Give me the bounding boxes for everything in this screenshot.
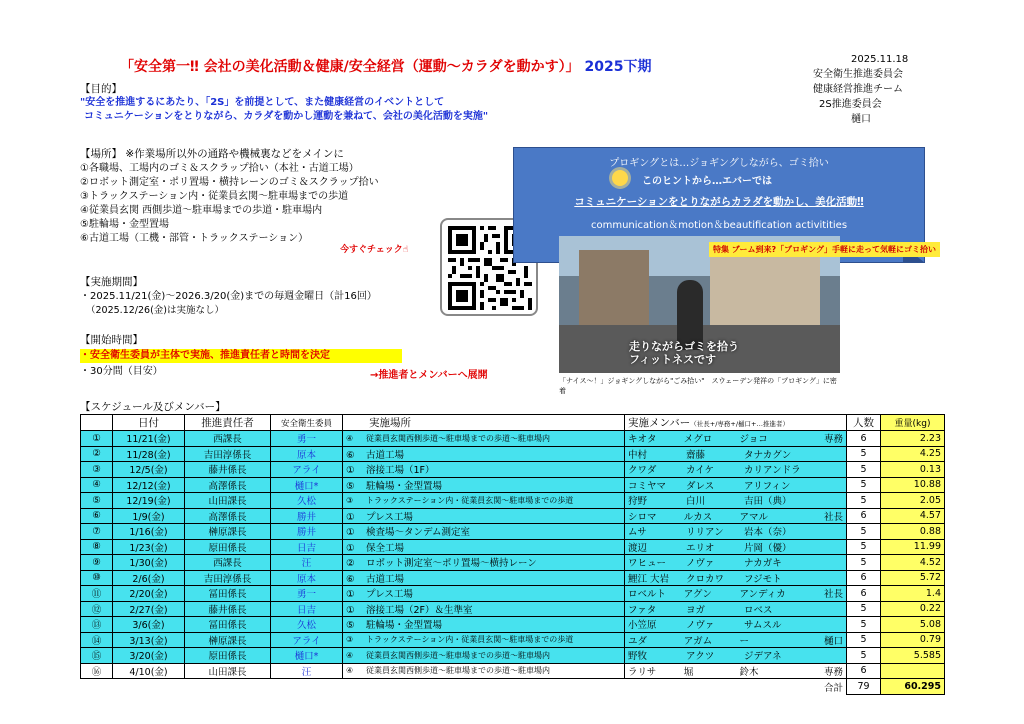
row-weight: 11.99 bbox=[881, 539, 945, 555]
row-staff: 久松 bbox=[271, 493, 343, 509]
member: 吉田（典） bbox=[744, 496, 792, 508]
row-place-no: ③ bbox=[346, 635, 354, 645]
member: アリフィン bbox=[744, 480, 791, 492]
row-count: 5 bbox=[847, 632, 881, 648]
row-date: 1/16(金) bbox=[113, 524, 185, 540]
row-count: 5 bbox=[847, 648, 881, 664]
row-leader: 榊原課長 bbox=[185, 632, 271, 648]
page-title bbox=[120, 56, 760, 76]
table-row bbox=[81, 431, 945, 447]
col-count: 人数 bbox=[847, 415, 881, 431]
row-place bbox=[343, 601, 625, 617]
row-place-text: トラックステーション内・従業員玄関～駐車場までの歩道 bbox=[366, 635, 574, 645]
period-heading: 【実施期間】 bbox=[80, 276, 143, 288]
member-extra: 社長 bbox=[823, 589, 843, 601]
row-members bbox=[625, 493, 847, 509]
start-heading: 【開始時間】 bbox=[80, 334, 143, 346]
schedule-table bbox=[80, 414, 945, 695]
row-count: 5 bbox=[847, 539, 881, 555]
member: ー bbox=[739, 635, 749, 647]
place-item: ②ロボット測定室・ポリ置場・横持レーンのゴミ＆スクラップ拾い bbox=[80, 177, 379, 188]
member: 野牧 bbox=[628, 651, 648, 663]
place-item: ⑤駐輪場・金型置場 bbox=[80, 219, 169, 230]
row-place-text: 古道工場 bbox=[366, 449, 405, 461]
member: ジデアネ bbox=[744, 651, 782, 663]
row-leader: 榊原課長 bbox=[185, 524, 271, 540]
places-list bbox=[80, 162, 379, 246]
member: 白川 bbox=[686, 496, 706, 508]
row-staff: 日吉 bbox=[271, 601, 343, 617]
table-row bbox=[81, 539, 945, 555]
row-staff: アライ bbox=[271, 462, 343, 478]
row-staff: 原本 bbox=[271, 446, 343, 462]
member: リリアン bbox=[686, 527, 724, 539]
row-date: 1/30(金) bbox=[113, 555, 185, 571]
title-main: 「安全第一‼ 会社の美化活動＆健康/安全経営（運動～カラダを動かす）」 bbox=[120, 59, 580, 75]
doc-date: 2025.11.18 bbox=[851, 54, 909, 65]
row-place bbox=[343, 446, 625, 462]
table-row bbox=[81, 555, 945, 571]
row-place-no: ③ bbox=[346, 495, 354, 505]
row-place bbox=[343, 477, 625, 493]
member: アクツ bbox=[686, 651, 715, 663]
row-leader: 西課長 bbox=[185, 555, 271, 571]
org-2: 健康経営推進チーム bbox=[813, 84, 903, 95]
row-weight: 1.4 bbox=[881, 586, 945, 602]
row-place-text: 古道工場 bbox=[366, 573, 405, 585]
row-staff: 勝井 bbox=[271, 508, 343, 524]
places-heading: 【場所】 ※作業場所以外の通路や機械裏などをメインに bbox=[80, 148, 344, 160]
table-row bbox=[81, 524, 945, 540]
row-place-no: ⑥ bbox=[346, 573, 355, 585]
row-place-no: ④ bbox=[346, 650, 354, 660]
place-item: ①各職場、工場内のゴミ＆スクラップ拾い（本社・古道工場） bbox=[80, 163, 359, 174]
col-staff: 安全衛生委員 bbox=[271, 415, 343, 431]
period-line-1: ・2025.11/21(金)～2026.3/20(金)までの毎週金曜日（計16回） bbox=[80, 291, 377, 302]
lightbulb-icon bbox=[612, 170, 628, 186]
hint-line-2: このヒントから…エバーでは bbox=[642, 176, 772, 187]
row-weight: 4.57 bbox=[881, 508, 945, 524]
place-item: ④従業員玄関 西側歩道～駐車場までの歩道・駐車場内 bbox=[80, 205, 323, 216]
row-place bbox=[343, 648, 625, 664]
member: カイケ bbox=[686, 465, 715, 477]
row-count: 5 bbox=[847, 601, 881, 617]
col-leader: 推進責任者 bbox=[185, 415, 271, 431]
row-no: ⑪ bbox=[81, 586, 113, 602]
col-place: 実施場所 bbox=[343, 415, 625, 431]
purpose-line-1: "安全を推進するにあたり、「2S」を前提として、また健康経営のイベントとして bbox=[80, 97, 445, 108]
row-no: ⑥ bbox=[81, 508, 113, 524]
row-weight: 2.23 bbox=[881, 431, 945, 447]
table-row bbox=[81, 477, 945, 493]
row-date: 1/23(金) bbox=[113, 539, 185, 555]
row-place-no: ⑤ bbox=[346, 480, 355, 492]
photo-caption-line-2: フィットネスです bbox=[629, 353, 717, 366]
start-line-2: ・30分間（目安） bbox=[80, 366, 163, 377]
title-year: 2025下期 bbox=[584, 59, 652, 75]
row-place bbox=[343, 555, 625, 571]
row-place bbox=[343, 524, 625, 540]
member: メグロ bbox=[683, 434, 713, 446]
total-label: 合計 bbox=[81, 679, 847, 695]
member: 片岡（優） bbox=[744, 542, 792, 554]
author-name: 樋口 bbox=[851, 114, 871, 125]
row-date: 2/20(金) bbox=[113, 586, 185, 602]
row-members bbox=[625, 539, 847, 555]
row-staff: 久松 bbox=[271, 617, 343, 633]
row-weight: 5.585 bbox=[881, 648, 945, 664]
table-row bbox=[81, 586, 945, 602]
member: ダレス bbox=[686, 480, 715, 492]
row-staff: 樋口* bbox=[271, 477, 343, 493]
hint-line-1: プロギングとは…ジョギングしながら、ゴミ拾い bbox=[609, 158, 829, 169]
row-no: ⑤ bbox=[81, 493, 113, 509]
row-members bbox=[625, 446, 847, 462]
member: 鯉江 大岩 bbox=[628, 573, 670, 585]
member-extra: 樋口 bbox=[823, 635, 843, 647]
row-place bbox=[343, 617, 625, 633]
row-place bbox=[343, 586, 625, 602]
row-place-no: ⑥ bbox=[346, 449, 355, 461]
member: ルカス bbox=[683, 511, 713, 523]
member: タナカグン bbox=[744, 449, 792, 461]
row-no: ① bbox=[81, 431, 113, 447]
row-members bbox=[625, 617, 847, 633]
row-members bbox=[625, 632, 847, 648]
row-date: 3/6(金) bbox=[113, 617, 185, 633]
plogging-photo bbox=[559, 236, 936, 373]
row-count: 6 bbox=[847, 508, 881, 524]
member: キオタ bbox=[628, 434, 657, 446]
row-leader: 藤井係長 bbox=[185, 601, 271, 617]
row-date: 11/28(金) bbox=[113, 446, 185, 462]
row-weight: 0.88 bbox=[881, 524, 945, 540]
member: 堀 bbox=[683, 666, 694, 678]
row-place-text: 駐輪場・金型置場 bbox=[366, 480, 443, 492]
header-info bbox=[805, 52, 965, 127]
row-staff: 原本 bbox=[271, 570, 343, 586]
row-members bbox=[625, 586, 847, 602]
row-date: 11/21(金) bbox=[113, 431, 185, 447]
row-no: ⑫ bbox=[81, 601, 113, 617]
row-weight bbox=[881, 663, 945, 679]
row-weight: 5.72 bbox=[881, 570, 945, 586]
row-place-no: ① bbox=[346, 511, 355, 523]
member: 小笠原 bbox=[628, 620, 657, 632]
row-place bbox=[343, 431, 625, 447]
photo-caption-line-1: 走りながらゴミを拾う bbox=[629, 340, 739, 353]
member: ロベス bbox=[744, 604, 773, 616]
row-place bbox=[343, 663, 625, 679]
row-count: 5 bbox=[847, 617, 881, 633]
purpose-text bbox=[80, 96, 488, 124]
row-place-text: 溶接工場（2F）＆生準室 bbox=[366, 604, 473, 616]
row-date: 3/13(金) bbox=[113, 632, 185, 648]
member: ラリサ bbox=[628, 666, 657, 678]
member: アンディカ bbox=[739, 589, 786, 601]
row-place-no: ① bbox=[346, 542, 355, 554]
row-place-no: ④ bbox=[346, 666, 354, 676]
row-place-text: プレス工場 bbox=[366, 589, 413, 601]
row-place bbox=[343, 570, 625, 586]
row-weight: 5.08 bbox=[881, 617, 945, 633]
photo-caption bbox=[629, 340, 739, 366]
row-weight: 0.79 bbox=[881, 632, 945, 648]
table-row bbox=[81, 446, 945, 462]
table-row bbox=[81, 462, 945, 478]
row-weight: 10.88 bbox=[881, 477, 945, 493]
member-extra: 専務 bbox=[823, 434, 843, 446]
member: カリアンドラ bbox=[744, 465, 801, 477]
col-weight: 重量(kg) bbox=[881, 415, 945, 431]
member: ファタ bbox=[628, 604, 657, 616]
row-weight: 4.25 bbox=[881, 446, 945, 462]
row-leader: 山田課長 bbox=[185, 663, 271, 679]
member: 渡辺 bbox=[628, 542, 648, 554]
member: 中村 bbox=[628, 449, 648, 461]
row-no: ⑦ bbox=[81, 524, 113, 540]
row-members bbox=[625, 477, 847, 493]
row-no: ⑨ bbox=[81, 555, 113, 571]
row-no: ⑩ bbox=[81, 570, 113, 586]
row-place bbox=[343, 493, 625, 509]
expand-to-members-note: →推進者とメンバーへ展開 bbox=[370, 370, 488, 381]
row-staff: 勇一 bbox=[271, 586, 343, 602]
table-row bbox=[81, 601, 945, 617]
member: クロカワ bbox=[686, 573, 725, 585]
row-staff: 樋口* bbox=[271, 648, 343, 664]
table-header-row bbox=[81, 415, 945, 431]
row-place-text: 従業員玄関西側歩道～駐車場までの歩道～駐車場内 bbox=[366, 666, 550, 676]
row-members bbox=[625, 648, 847, 664]
row-leader: 山田課長 bbox=[185, 493, 271, 509]
row-staff: 日吉 bbox=[271, 539, 343, 555]
table-row bbox=[81, 508, 945, 524]
member: 狩野 bbox=[628, 496, 648, 508]
row-count: 6 bbox=[847, 586, 881, 602]
hint-line-4: communication＆motion＆beautification activitities bbox=[590, 220, 848, 231]
place-item: ③トラックステーション内・従業員玄関～駐車場までの歩道 bbox=[80, 191, 349, 202]
member: コミヤマ bbox=[628, 480, 667, 492]
row-leader: 冨田係長 bbox=[185, 617, 271, 633]
row-date: 1/9(金) bbox=[113, 508, 185, 524]
row-weight: 4.52 bbox=[881, 555, 945, 571]
table-row bbox=[81, 493, 945, 509]
member: アマル bbox=[739, 511, 768, 523]
row-count: 5 bbox=[847, 462, 881, 478]
row-count: 5 bbox=[847, 524, 881, 540]
row-place-no: ⑤ bbox=[346, 620, 355, 632]
row-date: 3/20(金) bbox=[113, 648, 185, 664]
row-place-text: 駐輪場・金型置場 bbox=[366, 620, 443, 632]
photo-banner: 特集 ブーム到来?「プロギング」手軽に走って気軽にゴミ拾い bbox=[709, 242, 940, 257]
member: クワダ bbox=[628, 465, 657, 477]
row-leader: 吉田淳係長 bbox=[185, 446, 271, 462]
row-members bbox=[625, 508, 847, 524]
member: サムスル bbox=[744, 620, 782, 632]
row-members bbox=[625, 570, 847, 586]
member: ユダ bbox=[628, 635, 648, 647]
start-line-1: ・安全衛生委員が主体で実施、推進責任者と時間を決定 bbox=[80, 349, 402, 363]
photo-description: 「ナイス～！」ジョギングしながら"ごみ拾い" スウェーデン発祥の「プロギング」に密着 bbox=[559, 377, 837, 395]
row-no: ⑮ bbox=[81, 648, 113, 664]
table-row bbox=[81, 663, 945, 679]
row-place-no: ④ bbox=[346, 433, 354, 443]
row-count: 6 bbox=[847, 570, 881, 586]
row-count: 6 bbox=[847, 431, 881, 447]
member: ジョコ bbox=[739, 434, 768, 446]
member: 鈴木 bbox=[739, 666, 759, 678]
member: アグン bbox=[683, 589, 712, 601]
member: ヨガ bbox=[686, 604, 706, 616]
row-weight: 2.05 bbox=[881, 493, 945, 509]
row-staff: 勇一 bbox=[271, 431, 343, 447]
row-leader: 高澤係長 bbox=[185, 508, 271, 524]
row-count: 6 bbox=[847, 663, 881, 679]
row-no: ⑬ bbox=[81, 617, 113, 633]
period-line-2: （2025.12/26(金)は実施なし） bbox=[86, 305, 224, 316]
row-staff: 勝井 bbox=[271, 524, 343, 540]
row-place-text: 保全工場 bbox=[366, 542, 405, 554]
row-members bbox=[625, 462, 847, 478]
place-item: ⑥古道工場（工機・部管・トラックステーション） bbox=[80, 233, 309, 244]
row-no: ③ bbox=[81, 462, 113, 478]
col-date: 日付 bbox=[113, 415, 185, 431]
member: アガム bbox=[683, 635, 713, 647]
row-date: 4/10(金) bbox=[113, 663, 185, 679]
member: 齋藤 bbox=[686, 449, 706, 461]
row-date: 12/12(金) bbox=[113, 477, 185, 493]
col-members: 実施メンバー（社長+/専務+/樋口+…推進者） bbox=[625, 415, 847, 431]
row-date: 2/27(金) bbox=[113, 601, 185, 617]
row-leader: 原田係長 bbox=[185, 539, 271, 555]
row-leader: 西課長 bbox=[185, 431, 271, 447]
table-row bbox=[81, 648, 945, 664]
table-row bbox=[81, 632, 945, 648]
member-extra: 専務 bbox=[823, 666, 843, 678]
row-place-text: 従業員玄関西側歩道～駐車場までの歩道～駐車場内 bbox=[366, 650, 550, 660]
row-place-no: ① bbox=[346, 527, 355, 539]
row-members bbox=[625, 663, 847, 679]
member: シロマ bbox=[628, 511, 657, 523]
row-staff: アライ bbox=[271, 632, 343, 648]
member-extra: 社長 bbox=[823, 511, 843, 523]
row-place-text: ロボット測定室～ポリ置場～横持レーン bbox=[366, 558, 537, 570]
row-place-no: ① bbox=[346, 589, 355, 601]
row-members bbox=[625, 524, 847, 540]
row-place bbox=[343, 508, 625, 524]
row-leader: 吉田淳係長 bbox=[185, 570, 271, 586]
member: エリオ bbox=[686, 542, 715, 554]
member: ロベルト bbox=[628, 589, 667, 601]
row-no: ④ bbox=[81, 477, 113, 493]
member: ノヴァ bbox=[686, 620, 715, 632]
table-row bbox=[81, 570, 945, 586]
total-count: 79 bbox=[847, 679, 881, 695]
member: ワヒュー bbox=[628, 558, 667, 570]
row-count: 5 bbox=[847, 446, 881, 462]
row-no: ⑯ bbox=[81, 663, 113, 679]
row-no: ⑭ bbox=[81, 632, 113, 648]
row-place-text: 検査場～タンデム測定室 bbox=[366, 527, 471, 539]
row-members bbox=[625, 431, 847, 447]
member: ムサ bbox=[628, 527, 647, 539]
row-place-text: 溶接工場（1F） bbox=[366, 465, 435, 477]
row-count: 5 bbox=[847, 555, 881, 571]
row-date: 12/19(金) bbox=[113, 493, 185, 509]
row-members bbox=[625, 601, 847, 617]
row-weight: 0.13 bbox=[881, 462, 945, 478]
total-weight: 60.295 bbox=[881, 679, 945, 695]
row-date: 12/5(金) bbox=[113, 462, 185, 478]
org-1: 安全衛生推進委員会 bbox=[813, 69, 903, 80]
row-leader: 高澤係長 bbox=[185, 477, 271, 493]
total-row bbox=[81, 679, 945, 695]
row-members bbox=[625, 555, 847, 571]
schedule-heading: 【スケジュール及びメンバー】 bbox=[80, 401, 226, 413]
row-place bbox=[343, 539, 625, 555]
member: フジモト bbox=[744, 573, 782, 585]
row-place-text: トラックステーション内・従業員玄関～駐車場までの歩道 bbox=[366, 495, 574, 505]
row-place-no: ② bbox=[346, 558, 355, 570]
row-weight: 0.22 bbox=[881, 601, 945, 617]
member: ノヴァ bbox=[686, 558, 715, 570]
row-staff: 汪 bbox=[271, 663, 343, 679]
row-leader: 藤井係長 bbox=[185, 462, 271, 478]
purpose-heading: 【目的】 bbox=[80, 83, 122, 95]
row-place-no: ① bbox=[346, 604, 355, 616]
purpose-line-2: コミュニケーションをとりながら、カラダを動かし運動を兼ねて、会社の美化活動を実施" bbox=[84, 111, 489, 122]
member: ナカガキ bbox=[744, 558, 782, 570]
row-no: ② bbox=[81, 446, 113, 462]
row-leader: 原田係長 bbox=[185, 648, 271, 664]
check-now-link[interactable]: 今すぐチェック☝ bbox=[340, 245, 409, 255]
row-place bbox=[343, 632, 625, 648]
row-staff: 汪 bbox=[271, 555, 343, 571]
row-date: 2/6(金) bbox=[113, 570, 185, 586]
row-place-text: プレス工場 bbox=[366, 511, 413, 523]
hint-line-3: コミュニケーションをとりながらカラダを動かし、美化活動‼ bbox=[574, 196, 864, 208]
row-count: 5 bbox=[847, 477, 881, 493]
row-place-text: 従業員玄関西側歩道～駐車場までの歩道～駐車場内 bbox=[366, 433, 550, 443]
row-count: 5 bbox=[847, 493, 881, 509]
row-place bbox=[343, 462, 625, 478]
member: 岩本（奈） bbox=[744, 527, 792, 539]
row-no: ⑧ bbox=[81, 539, 113, 555]
row-place-no: ① bbox=[346, 465, 355, 477]
table-row bbox=[81, 617, 945, 633]
row-leader: 冨田係長 bbox=[185, 586, 271, 602]
org-3: 2S推進委員会 bbox=[819, 99, 882, 110]
